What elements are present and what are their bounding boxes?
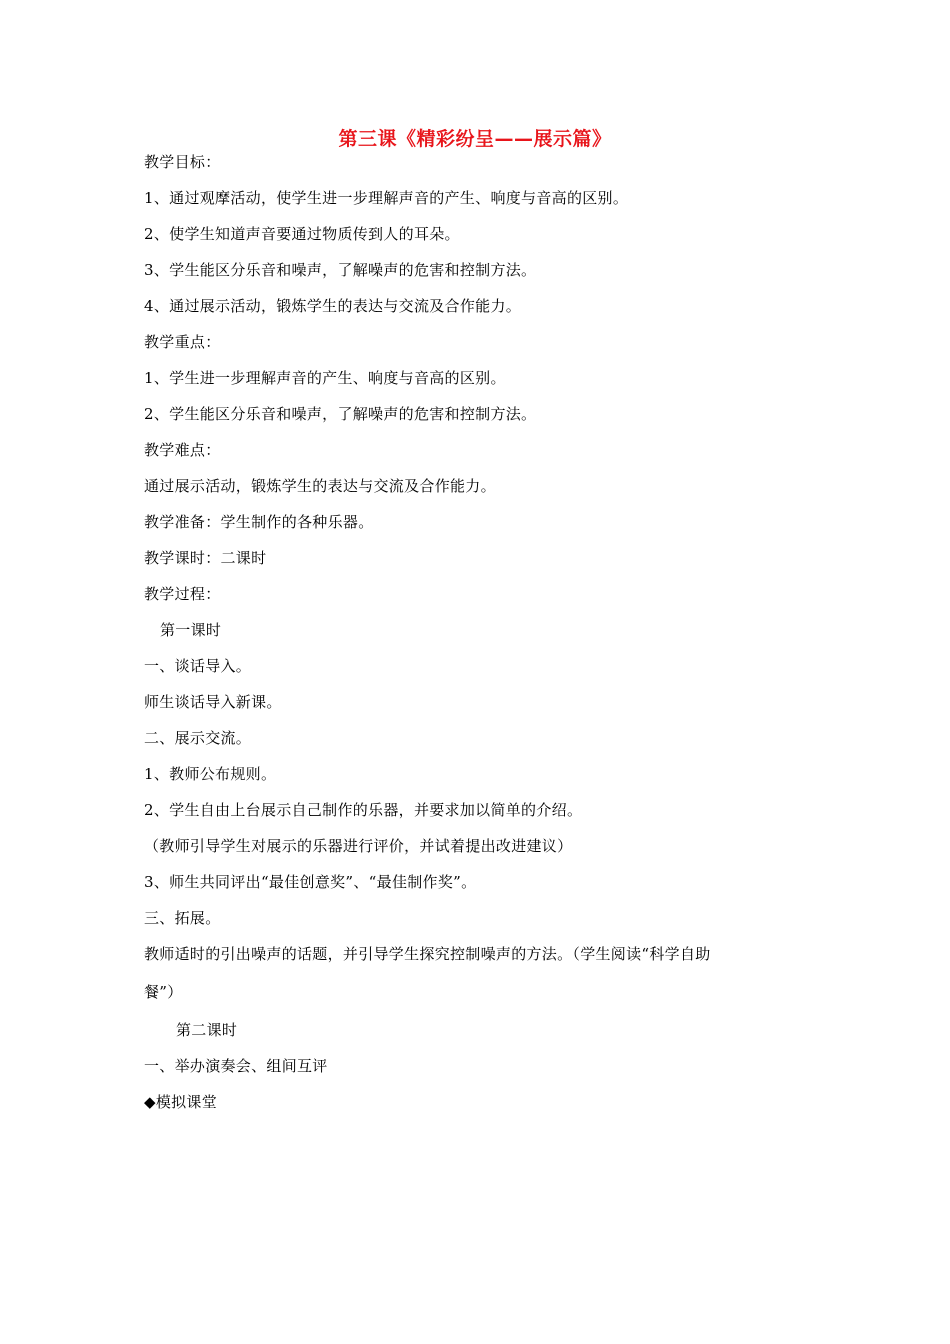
step-text-continued: 餐”） bbox=[144, 983, 183, 1001]
section-heading-process: 教学过程： bbox=[144, 585, 221, 603]
key-point-item: 2、学生能区分乐音和噪声，了解噪声的危害和控制方法。 bbox=[144, 405, 537, 423]
step-text: 教师适时的引出噪声的话题，并引导学生探究控制噪声的方法。（学生阅读“科学自助 bbox=[144, 945, 711, 963]
section-heading-difficulties: 教学难点： bbox=[144, 441, 221, 459]
step-item: 1、教师公布规则。 bbox=[144, 765, 277, 783]
difficulty-text: 通过展示活动，锻炼学生的表达与交流及合作能力。 bbox=[144, 477, 496, 495]
step-heading: 二、展示交流。 bbox=[144, 729, 252, 747]
simulated-class-heading: ◆模拟课堂 bbox=[144, 1093, 218, 1111]
step-text: 师生谈话导入新课。 bbox=[144, 693, 282, 711]
preparation-text: 教学准备：学生制作的各种乐器。 bbox=[144, 513, 374, 531]
key-point-item: 1、学生进一步理解声音的产生、响度与音高的区别。 bbox=[144, 369, 506, 387]
objective-item: 3、学生能区分乐音和噪声，了解噪声的危害和控制方法。 bbox=[144, 261, 537, 279]
step-heading: 三、拓展。 bbox=[144, 909, 221, 927]
step-heading: 一、举办演奏会、组间互评 bbox=[144, 1057, 328, 1075]
objective-item: 2、使学生知道声音要通过物质传到人的耳朵。 bbox=[144, 225, 460, 243]
step-item: 2、学生自由上台展示自己制作的乐器，并要求加以简单的介绍。 bbox=[144, 801, 583, 819]
class-hours-text: 教学课时：二课时 bbox=[144, 549, 267, 567]
lesson-one-heading: 第一课时 bbox=[160, 621, 222, 639]
step-heading: 一、谈话导入。 bbox=[144, 657, 252, 675]
document-title: 第三课《精彩纷呈——展示篇》 bbox=[338, 128, 612, 150]
section-heading-objectives: 教学目标： bbox=[144, 153, 221, 171]
section-heading-key-points: 教学重点： bbox=[144, 333, 221, 351]
step-note: （教师引导学生对展示的乐器进行评价，并试着提出改进建议） bbox=[144, 837, 573, 855]
objective-item: 4、通过展示活动，锻炼学生的表达与交流及合作能力。 bbox=[144, 297, 522, 315]
objective-item: 1、通过观摩活动，使学生进一步理解声音的产生、响度与音高的区别。 bbox=[144, 189, 629, 207]
lesson-two-heading: 第二课时 bbox=[176, 1021, 238, 1039]
step-item: 3、师生共同评出“最佳创意奖”、“最佳制作奖”。 bbox=[144, 873, 477, 891]
